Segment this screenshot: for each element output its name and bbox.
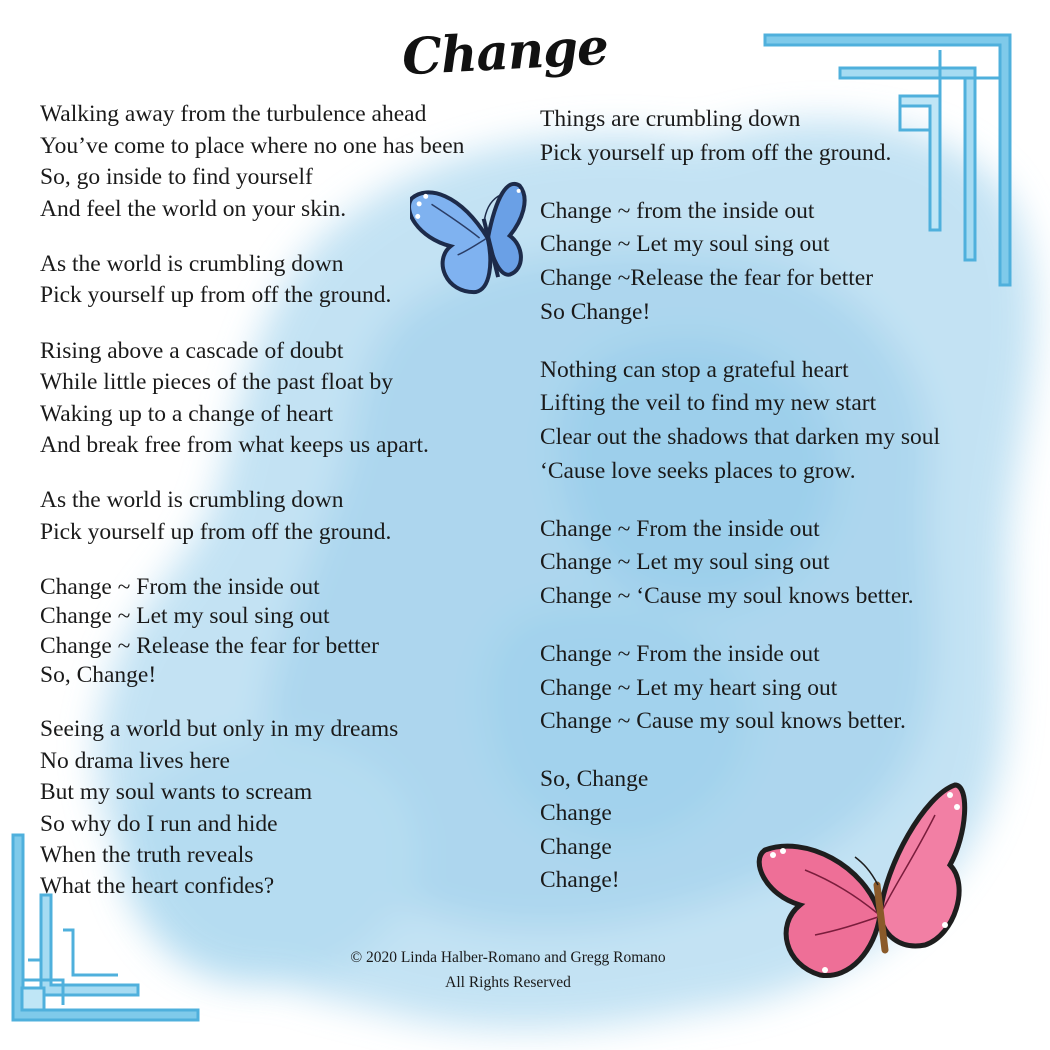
poem-line: But my soul wants to scream [40,779,313,805]
pink-butterfly-icon [745,775,975,995]
poem-line: Change! [540,867,620,893]
poem-line: Change ~ Let my soul sing out [540,549,830,575]
poem-line: Lifting the veil to find my new start [540,390,877,416]
poem-line: So why do I run and hide [40,811,278,837]
poem-line: Change ~ from the inside out [540,198,815,224]
poem-line: Change ~ From the inside out [540,516,820,542]
poem-title: Change [400,16,610,87]
poem-line: And feel the world on your skin. [40,196,347,222]
poem-line: Change [540,834,612,860]
poem-line: So, Change [540,766,649,792]
poem-line: Walking away from the turbulence ahead [40,101,427,127]
blue-butterfly-icon [410,170,550,310]
poem-line: As the world is crumbling down [40,251,344,277]
poem-line: So Change! [540,299,651,325]
rights-text: All Rights Reserved [445,974,571,991]
poem-line: Change ~ From the inside out [40,574,320,600]
copyright-text: © 2020 Linda Halber-Romano and Gregg Romano [350,949,666,966]
poem-line: What the heart confides? [40,873,275,899]
poem-line: Change ~ Let my soul sing out [40,603,330,629]
poem-line: You’ve come to place where no one has been [40,133,465,159]
poem-line: Change [540,800,612,826]
poem-line: Change ~ From the inside out [540,641,820,667]
poem-line: Pick yourself up from off the ground. [40,519,392,545]
poem-line: Rising above a cascade of doubt [40,338,344,364]
poem-line: Seeing a world but only in my dreams [40,716,399,742]
poem-line: When the truth reveals [40,842,254,868]
poem-line: Change ~ Release the fear for better [40,633,379,659]
poem-line: While little pieces of the past float by [40,369,394,395]
poem-line: As the world is crumbling down [40,487,344,513]
poem-line: Pick yourself up from off the ground. [540,140,892,166]
poem-line: Change ~ Cause my soul knows better. [540,708,906,734]
poem-line: And break free from what keeps us apart. [40,432,429,458]
poem-line: Change ~ Let my soul sing out [540,231,830,257]
poem-line: Change ~Release the fear for better [540,265,874,291]
poem-line: Nothing can stop a grateful heart [540,357,849,383]
poem-line: Things are crumbling down [540,106,801,132]
poem-line: Pick yourself up from off the ground. [40,282,392,308]
poem-line: So, go inside to find yourself [40,164,313,190]
poem-line: ‘Cause love seeks places to grow. [540,458,856,484]
poem-line: Waking up to a change of heart [40,401,334,427]
poem-line: Clear out the shadows that darken my soul [540,424,941,450]
poem-line: Change ~ ‘Cause my soul knows better. [540,583,914,609]
poem-line: So, Change! [40,662,157,688]
poem-line: No drama lives here [40,748,230,774]
poem-line: Change ~ Let my heart sing out [540,675,838,701]
